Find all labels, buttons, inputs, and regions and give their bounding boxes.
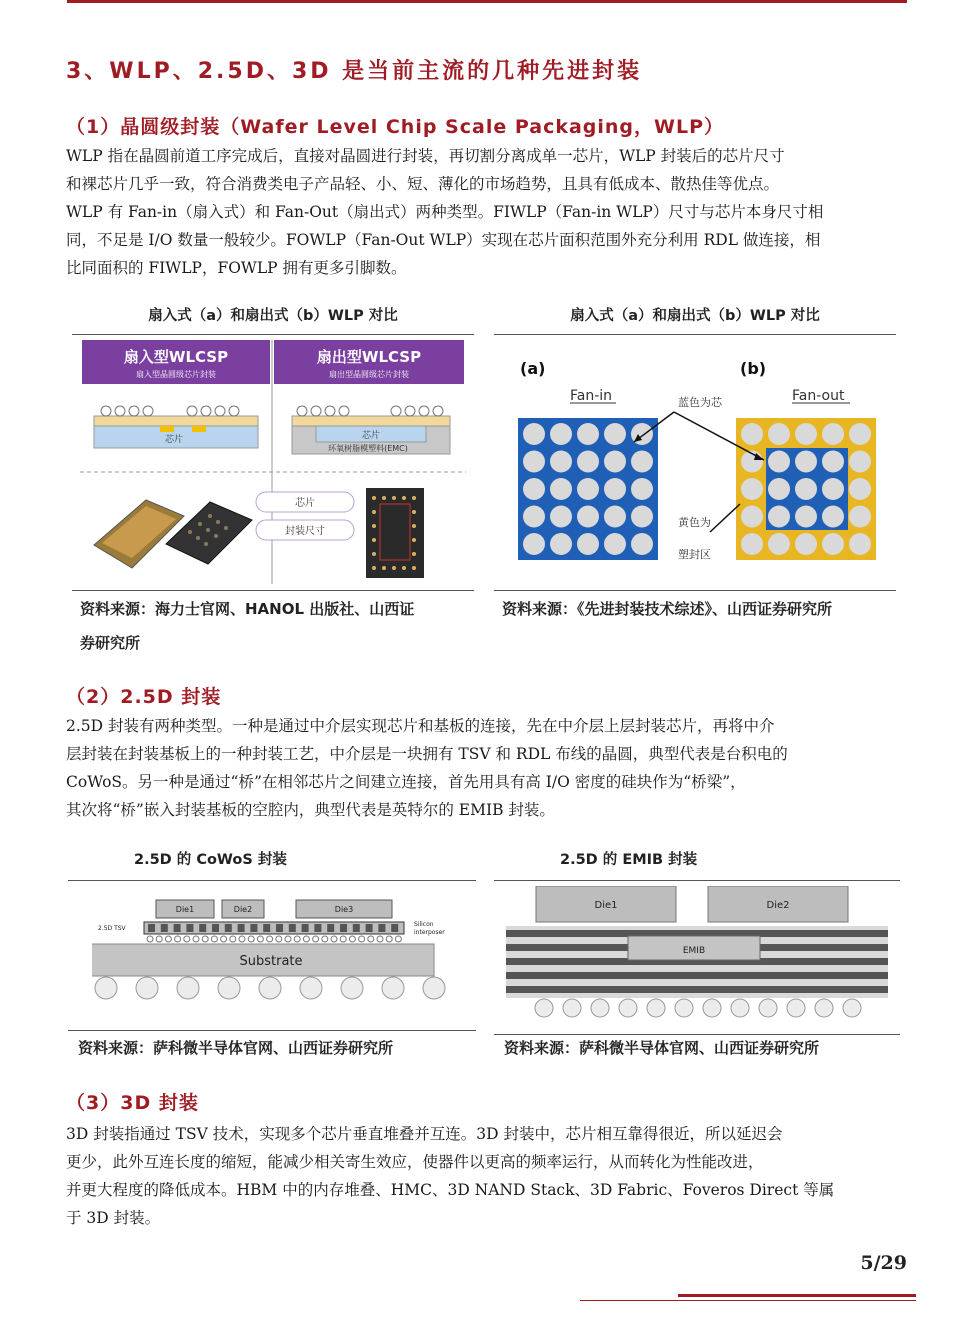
yellow-note-2: 塑封区 — [678, 548, 711, 561]
fanin-wlcsp-subheader: 扇入型晶圆级芯片封装 — [136, 370, 216, 379]
fanin-label: Fan-in — [570, 388, 613, 404]
solder-ball — [822, 451, 844, 473]
micro-bump — [313, 936, 319, 942]
micro-bump — [165, 936, 171, 942]
solder-ball — [591, 999, 609, 1017]
solder-ball — [647, 999, 665, 1017]
emib-bridge-label: EMIB — [682, 946, 706, 956]
solder-ball — [675, 999, 693, 1017]
solder-ball — [795, 478, 817, 500]
figure1-source-line: 券研究所 — [80, 634, 141, 652]
section-title: 3、WLP、2.5D、3D 是当前主流的几种先进封装 — [66, 59, 643, 84]
subsection-title-wlp: （1）晶圆级封装（Wafer Level Chip Scale Packaging，WLP） — [66, 116, 725, 138]
solder-ball — [795, 533, 817, 555]
tsv-cell — [353, 924, 360, 932]
tsv-cell — [263, 924, 270, 932]
emib-die2-label: Die2 — [766, 900, 790, 911]
solder-ball — [815, 999, 833, 1017]
micro-bump — [322, 936, 328, 942]
blue-note: 蓝色为芯 — [678, 396, 722, 409]
fanout-wlcsp-header: 扇出型WLCSP — [316, 348, 422, 366]
solder-ball — [768, 478, 790, 500]
footer-rule-thick — [678, 1294, 916, 1297]
tsv-cell — [238, 924, 245, 932]
solder-ball — [604, 533, 626, 555]
micro-bump — [257, 936, 263, 942]
paragraph-wlp — [66, 142, 912, 282]
paragraph-line: 更少，此外互连长度的缩短，能减少相关寄生效应，使器件以更高的频率运行，从而转化为性能改进， — [66, 1153, 764, 1171]
solder-ball — [523, 506, 545, 528]
solder-ball — [619, 999, 637, 1017]
paragraph-line: WLP 指在晶圆前道工序完成后，直接对晶圆进行封装，再切割分离成单一芯片，WLP 封装后的芯片尺寸 — [66, 147, 785, 165]
micro-bump — [221, 936, 227, 942]
solder-ball — [550, 423, 572, 445]
emib-die1-label: Die1 — [594, 900, 618, 911]
paragraph-2-5d — [66, 712, 912, 824]
solder-ball — [382, 977, 404, 999]
solder-ball — [550, 451, 572, 473]
interposer-label-2: interposer — [414, 929, 445, 936]
solder-ball — [550, 533, 572, 555]
micro-bump — [285, 936, 291, 942]
solder-ball — [523, 478, 545, 500]
die1-label: Die1 — [175, 905, 195, 914]
fanin-chip-label: 芯片 — [164, 435, 184, 445]
figure4-image — [506, 886, 888, 1020]
solder-ball — [741, 478, 763, 500]
substrate-layer — [506, 972, 888, 979]
figure2-source: 资料来源：《先进封装技术综述》、山西证券研究所 — [502, 600, 833, 618]
figure1-bottom-rule — [72, 590, 474, 591]
solder-ball — [523, 451, 545, 473]
interposer-label-1: Silicon — [414, 921, 434, 928]
figure4-title: 2.5D 的 EMIB 封装 — [560, 852, 698, 868]
micro-bump — [368, 936, 374, 942]
figure1-source — [80, 592, 480, 660]
figure4-source: 资料来源：萨科微半导体官网、山西证券研究所 — [504, 1039, 820, 1057]
solder-ball — [577, 533, 599, 555]
footer-rule-thin — [580, 1300, 916, 1301]
tsv-cell — [161, 924, 168, 932]
tsv-cell — [327, 924, 334, 932]
solder-ball — [259, 977, 281, 999]
fanout-chip-label: 芯片 — [361, 431, 381, 441]
micro-bump — [303, 936, 309, 942]
solder-ball — [768, 451, 790, 473]
figure2-title: 扇入式（a）和扇出式（b）WLP 对比 — [570, 308, 820, 324]
yellow-note-1: 黄色为 — [678, 516, 711, 529]
figure1-top-rule — [72, 334, 474, 335]
die3-label: Die3 — [334, 905, 354, 914]
tsv-cell — [378, 924, 385, 932]
paragraph-line: 并更大程度的降低成本。HBM 中的内存堆叠、HMC、3D NAND Stack、3D Fabric、Foveros Direct 等属 — [66, 1181, 835, 1199]
bubble-package-size: 封装尺寸 — [285, 526, 325, 537]
solder-ball — [741, 423, 763, 445]
solder-ball — [768, 533, 790, 555]
solder-ball — [795, 451, 817, 473]
micro-bump — [211, 936, 217, 942]
solder-ball — [563, 999, 581, 1017]
micro-bump — [202, 936, 208, 942]
figure1-title: 扇入式（a）和扇出式（b）WLP 对比 — [148, 308, 398, 324]
paragraph-line: 层封装在封装基板上的一种封装工艺，中介层是一块拥有 TSV 和 RDL 布线的晶圆，典型代表是台积电的 — [66, 745, 788, 763]
page-number: 5/29 — [860, 1252, 907, 1274]
figure1-image — [80, 340, 466, 584]
substrate-label: Substrate — [239, 954, 303, 969]
micro-bump — [230, 936, 236, 942]
bubble-chip: 芯片 — [295, 498, 315, 509]
solder-ball — [577, 451, 599, 473]
solder-ball — [631, 451, 653, 473]
solder-ball — [795, 506, 817, 528]
micro-bump — [184, 936, 190, 942]
paragraph-line: WLP 有 Fan-in（扇入式）和 Fan-Out（扇出式）两种类型。FIWLP（Fan-in WLP）尺寸与芯片本身尺寸相 — [66, 203, 824, 221]
figure2-bottom-rule — [494, 590, 896, 591]
solder-ball — [849, 478, 871, 500]
solder-ball — [795, 423, 817, 445]
solder-ball — [604, 423, 626, 445]
micro-bump — [248, 936, 254, 942]
solder-ball — [577, 506, 599, 528]
tsv-cell — [212, 924, 219, 932]
paragraph-line: 和裸芯片几乎一致，符合消费类电子产品轻、小、短、薄化的市场趋势，且具有低成本、散热佳等优点。 — [66, 175, 780, 193]
tsv-label: 2.5D TSV — [98, 925, 126, 932]
micro-bump — [386, 936, 392, 942]
emc-label: 环氧树脂模塑料(EMC) — [328, 444, 408, 453]
paragraph-3d — [66, 1120, 912, 1232]
micro-bump — [359, 936, 365, 942]
solder-ball — [849, 423, 871, 445]
micro-bump — [175, 936, 181, 942]
micro-bump — [294, 936, 300, 942]
tsv-cell — [225, 924, 232, 932]
solder-ball — [849, 506, 871, 528]
die2-label: Die2 — [233, 905, 253, 914]
tsv-cell — [314, 924, 321, 932]
solder-ball — [787, 999, 805, 1017]
tsv-cell — [289, 924, 296, 932]
subsection-title-3d: （3）3D 封装 — [66, 1092, 199, 1114]
micro-bump — [349, 936, 355, 942]
fanin-wlcsp-header: 扇入型WLCSP — [123, 348, 229, 366]
tsv-cell — [174, 924, 181, 932]
solder-ball — [136, 977, 158, 999]
solder-ball — [822, 533, 844, 555]
micro-bump — [147, 936, 153, 942]
figure3-title: 2.5D 的 CoWoS 封装 — [134, 852, 287, 868]
micro-bump — [239, 936, 245, 942]
micro-bump — [395, 936, 401, 942]
label-b: (b) — [740, 359, 767, 378]
solder-ball — [731, 999, 749, 1017]
solder-ball — [768, 506, 790, 528]
paragraph-line: 比同面积的 FIWLP，FOWLP 拥有更多引脚数。 — [66, 259, 407, 277]
solder-ball — [550, 478, 572, 500]
substrate-layer — [506, 986, 888, 993]
paragraph-line: CoWoS。另一种是通过“桥”在相邻芯片之间建立连接，首先用具有高 I/O 密度的硅块作为“桥梁”， — [66, 773, 746, 791]
solder-ball — [631, 533, 653, 555]
micro-bump — [156, 936, 162, 942]
solder-ball — [703, 999, 721, 1017]
solder-ball — [300, 977, 322, 999]
tsv-cell — [148, 924, 155, 932]
fanout-wlcsp-subheader: 扇出型晶圆级芯片封装 — [329, 370, 409, 379]
solder-ball — [423, 977, 445, 999]
tsv-cell — [366, 924, 373, 932]
solder-ball — [577, 478, 599, 500]
figure2-image — [510, 352, 890, 574]
paragraph-line: 于 3D 封装。 — [66, 1209, 161, 1227]
micro-bump — [377, 936, 383, 942]
header-rule — [67, 0, 907, 3]
micro-bump — [267, 936, 273, 942]
solder-ball — [822, 478, 844, 500]
tsv-cell — [276, 924, 283, 932]
tsv-cell — [186, 924, 193, 932]
solder-ball — [523, 423, 545, 445]
solder-ball — [535, 999, 553, 1017]
tsv-cell — [302, 924, 309, 932]
micro-bump — [276, 936, 282, 942]
tsv-cell — [199, 924, 206, 932]
tsv-cell — [250, 924, 257, 932]
solder-ball — [95, 977, 117, 999]
solder-ball — [741, 506, 763, 528]
solder-ball — [218, 977, 240, 999]
solder-ball — [177, 977, 199, 999]
micro-bump — [340, 936, 346, 942]
solder-ball — [523, 533, 545, 555]
figure1-source-line: 资料来源：海力士官网、HANOL 出版社、山西证 — [80, 600, 415, 618]
figure3-top-rule — [68, 880, 476, 881]
paragraph-line: 其次将“桥”嵌入封装基板的空腔内，典型代表是英特尔的 EMIB 封装。 — [66, 801, 555, 819]
solder-ball — [631, 478, 653, 500]
solder-ball — [768, 423, 790, 445]
solder-ball — [341, 977, 363, 999]
tsv-cell — [340, 924, 347, 932]
figure4-top-rule — [494, 880, 900, 881]
solder-ball — [843, 999, 861, 1017]
solder-ball — [604, 451, 626, 473]
solder-ball — [849, 451, 871, 473]
label-a: (a) — [520, 359, 546, 378]
paragraph-line: 2.5D 封装有两种类型。一种是通过中介层实现芯片和基板的连接，先在中介层上层封装芯片，再将中介 — [66, 717, 775, 735]
solder-ball — [550, 506, 572, 528]
subsection-title-2-5d: （2）2.5D 封装 — [66, 686, 222, 708]
solder-ball — [822, 423, 844, 445]
solder-ball — [631, 506, 653, 528]
solder-ball — [577, 423, 599, 445]
solder-ball — [849, 533, 871, 555]
solder-ball — [741, 533, 763, 555]
tsv-cell — [391, 924, 398, 932]
micro-bump — [193, 936, 199, 942]
solder-ball — [822, 506, 844, 528]
micro-bump — [331, 936, 337, 942]
figure2-top-rule — [494, 334, 896, 335]
paragraph-line: 同，不足是 I/O 数量一般较少。FOWLP（Fan-Out WLP）实现在芯片面积范围外充分利用 RDL 做连接，相 — [66, 231, 821, 249]
solder-ball — [759, 999, 777, 1017]
solder-ball — [604, 506, 626, 528]
solder-ball — [604, 478, 626, 500]
figure3-source: 资料来源：萨科微半导体官网、山西证券研究所 — [78, 1039, 394, 1057]
fanout-label: Fan-out — [792, 388, 845, 404]
figure3-image — [92, 892, 472, 1004]
paragraph-line: 3D 封装指通过 TSV 技术，实现多个芯片垂直堆叠并互连。3D 封装中，芯片相互靠得很近，所以延迟会 — [66, 1125, 783, 1143]
